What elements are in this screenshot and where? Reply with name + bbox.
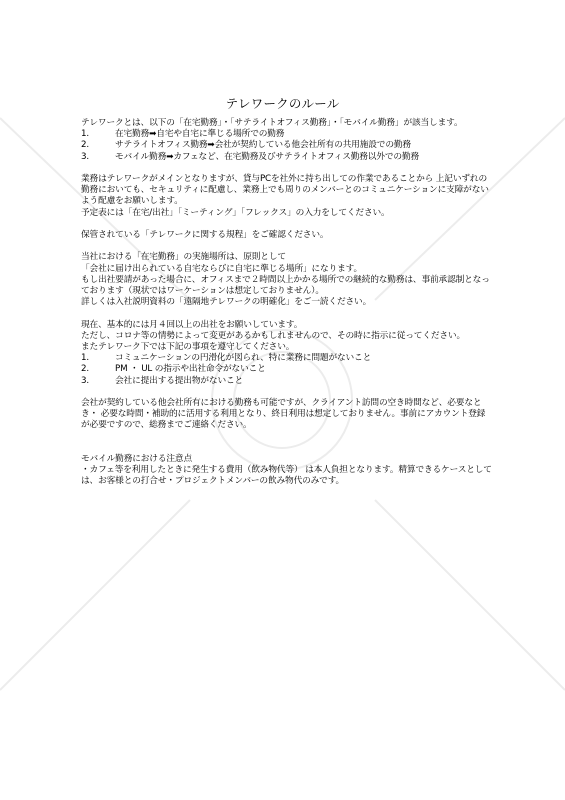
list-text: コミュニケーションの円滑化が図られ、特に業務に問題がないこと: [115, 353, 372, 364]
list-item: [81, 376, 493, 387]
list-item: [81, 129, 493, 140]
wfh-line: 「会社に届け出られている自宅ならびに自宅に準じる場所」になります。: [81, 263, 363, 274]
document-title: テレワークのルール: [225, 96, 340, 111]
office-line: 現在、基本的には月４回以上の出社をお願いしています。: [81, 319, 303, 330]
schedule-paragraph: 予定表には「在宅/出社」「ミーティング」「フレックス」の入力をしてください。: [81, 207, 390, 218]
office-line: ただし、コロナ等の情勢によって変更があるかもしれませんので、その時に指示に従ってください。: [81, 330, 466, 341]
list-item: [81, 140, 493, 151]
intro-paragraph: テレワークとは、以下の「在宅勤務」・「サテライトオフィス勤務」・「モバイル勤務」が該当します。: [81, 118, 463, 128]
list-text: モバイル勤務➡カフェなど、在宅勤務及びサテライトオフィス勤務以外での勤務: [115, 151, 420, 162]
list-item: [81, 152, 493, 163]
list-item: [81, 353, 493, 364]
office-line: またテレワーク下では下記の事項を遵守してください。: [81, 342, 295, 352]
document-body: [81, 118, 493, 488]
list-number: 3.: [81, 375, 89, 386]
wfh-line: 当社における「在宅勤務」の実施場所は、原則として: [81, 252, 286, 263]
list-number: 1.: [81, 353, 89, 364]
mobile-heading: モバイル勤務における注意点: [81, 454, 192, 464]
list-text: 会社に提出する提出物がないこと: [115, 375, 244, 386]
list-number: 1.: [81, 129, 89, 140]
rules-paragraph: 保管されている「テレワークに関する規程」をご確認ください。: [81, 230, 329, 240]
main-paragraph: 業務はテレワークがメインとなりますが、貸与PCを社外に持ち出しての作業であることから 上記いずれの勤務においても、セキュリティに配慮し、業務上でも周りのメンバーとのコミュニケーションに支障がないよう配慮をお願いします。: [81, 174, 489, 207]
satellite-paragraph: 会社が契約している他会社所有における勤務も可能ですが、クライアント訪問の空き時間など、必要なとき・ 必要な時間・補助的に活用する利用となり、終日利用は想定しておりません。事前にアカウント登録が必要ですので、総務までご連絡ください。: [81, 398, 486, 431]
list-number: 2.: [81, 140, 89, 151]
list-item: [81, 364, 493, 375]
list-number: 2.: [81, 364, 89, 375]
list-text: PM ・ UL の指示や出社命令がないこと: [115, 364, 266, 375]
list-text: 在宅勤務➡自宅や自宅に準じる場所での勤務: [115, 129, 285, 140]
list-text: サテライトオフィス勤務➡会社が契約している他会社所有の共用施設での勤務: [115, 140, 411, 151]
mobile-paragraph: ・カフェ等を利用したときに発生する費用（飲み物代等） は本人負担となります。精算できるケースとしては、お客様との打合せ・プロジェクトメンバーの飲み物代のみです。: [81, 465, 492, 487]
wfh-line: もし出社要請があった場合に、オフィスまで２時間以上かかる場所での継続的な勤務は、事前承認制となっております（現状ではワーケーションは想定しておりません）。: [81, 274, 490, 296]
list-number: 3.: [81, 151, 89, 162]
wfh-line: 詳しくは入社説明資料の「遠隔地テレワークの明確化」をご一読ください。: [81, 297, 372, 308]
